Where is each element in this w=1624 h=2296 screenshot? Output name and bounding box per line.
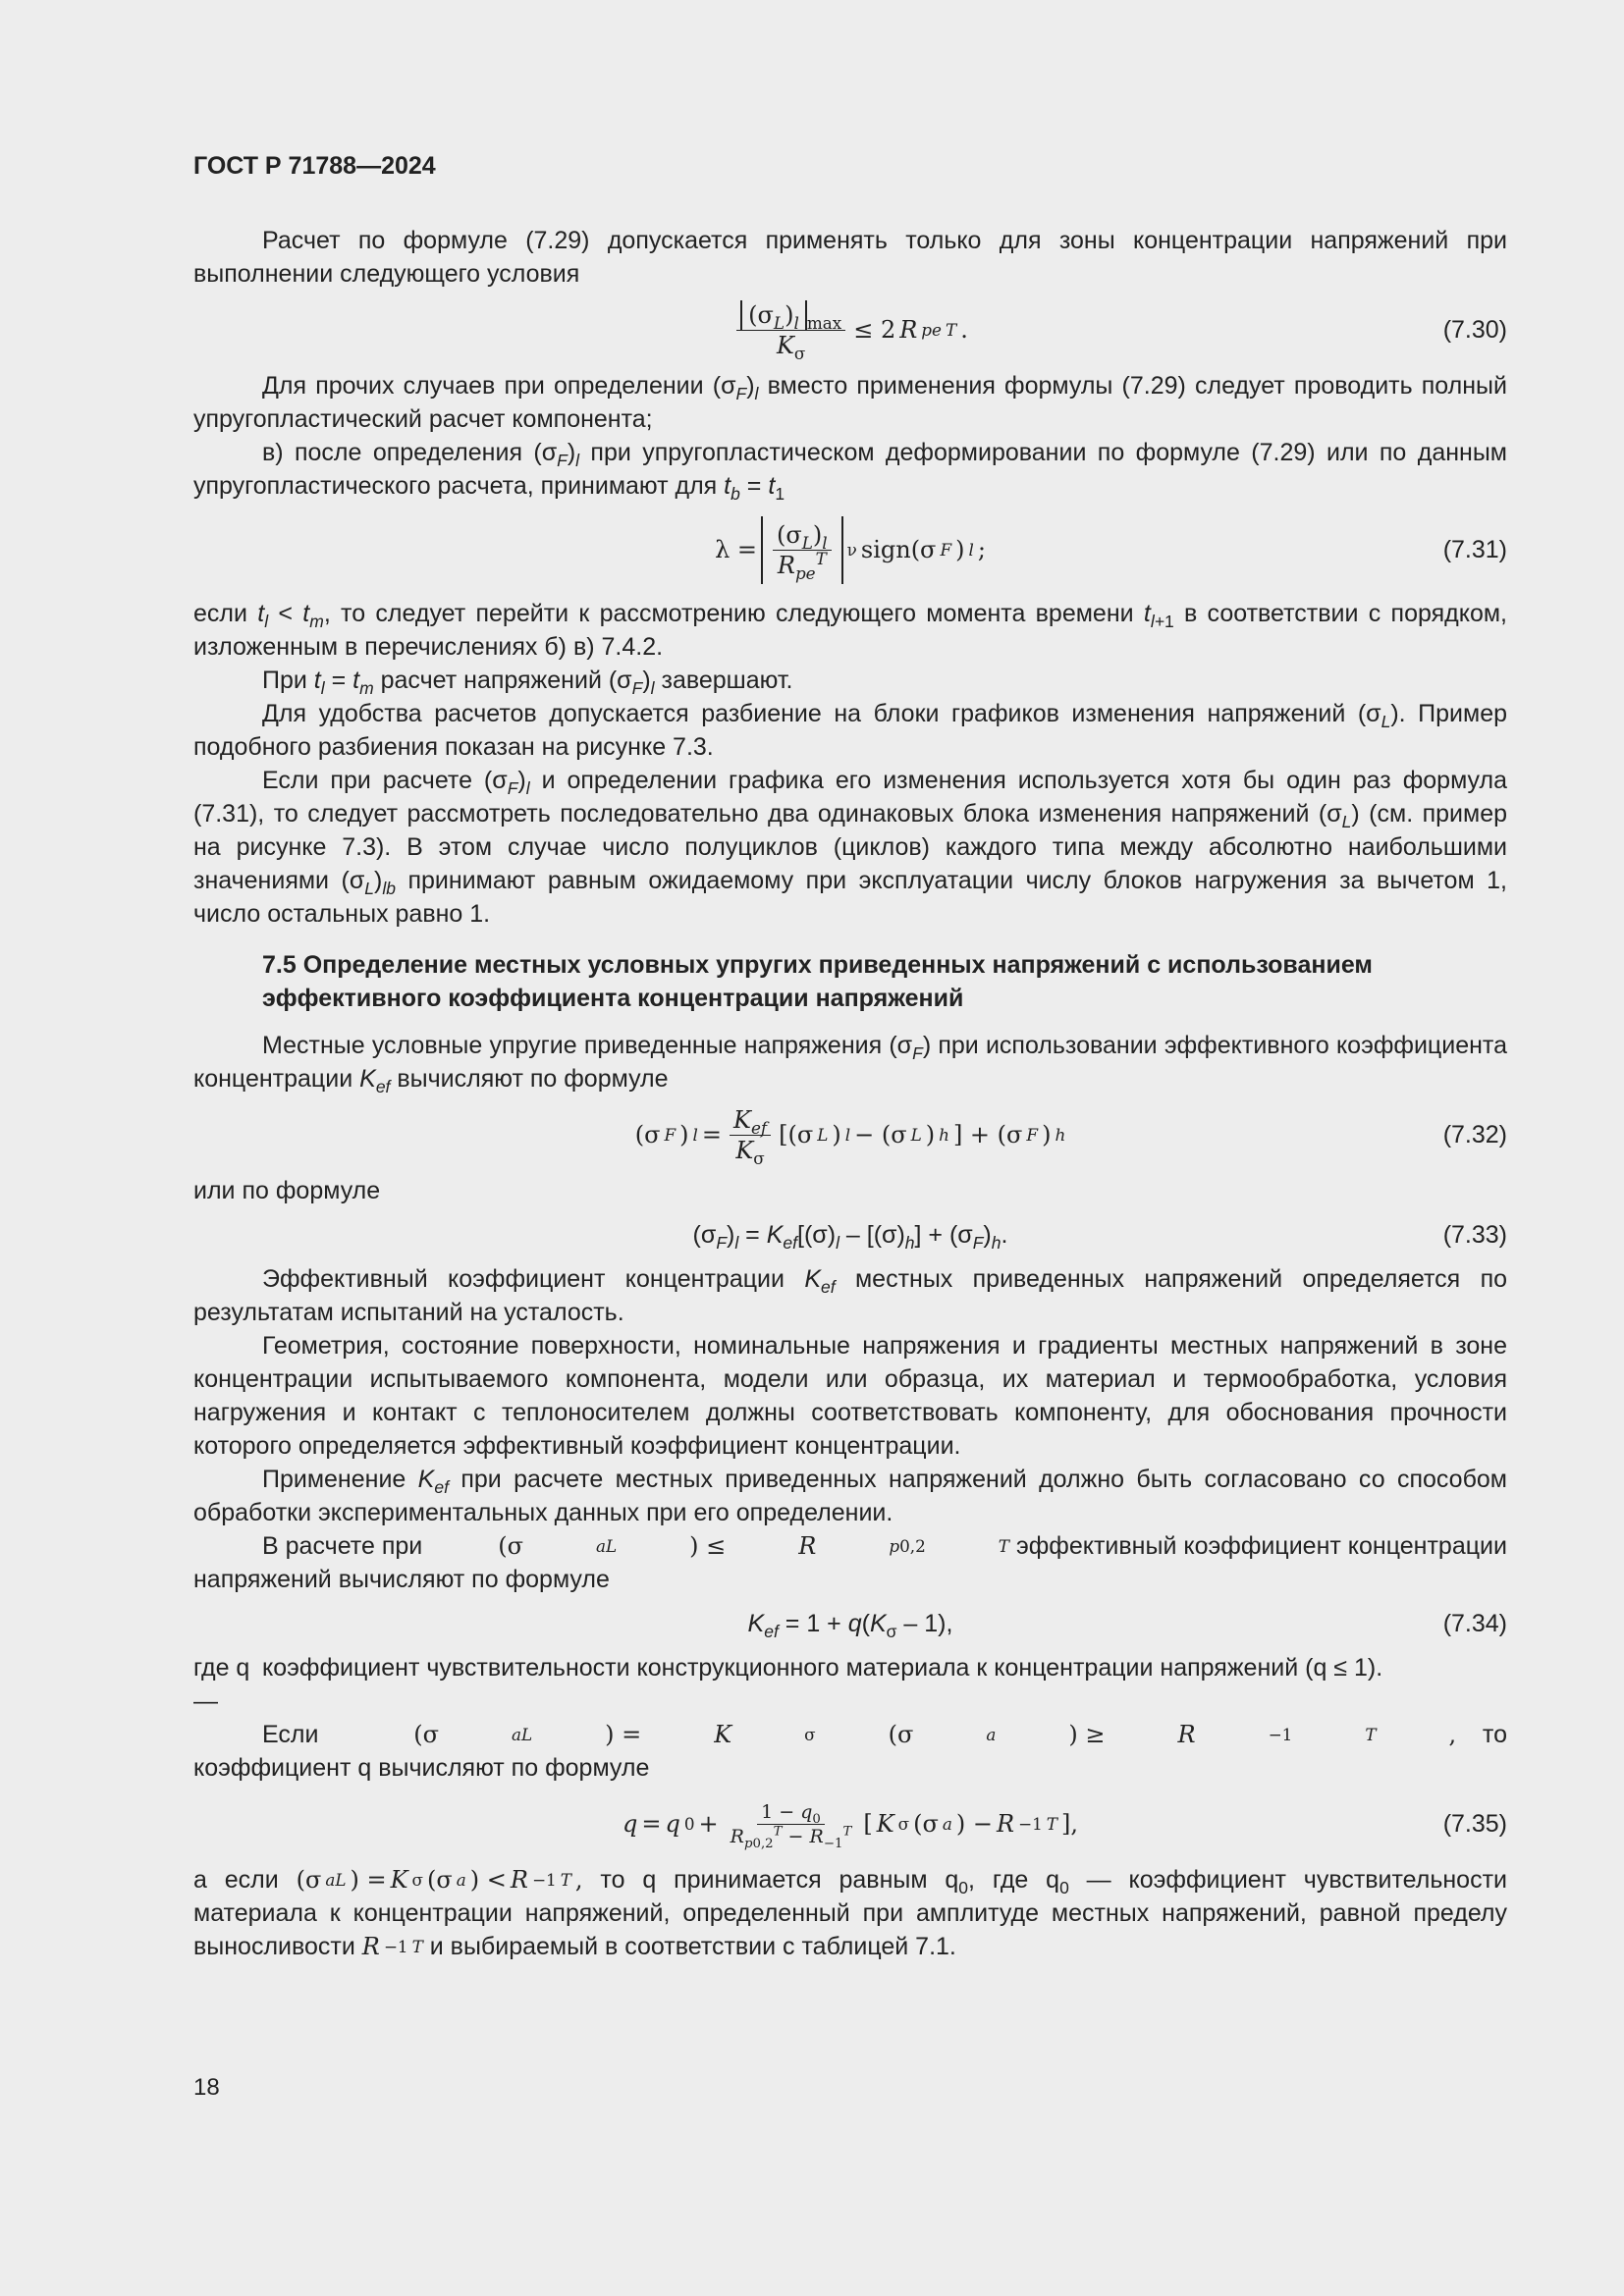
paragraph: Применение $K_{ef}$ при расчете местных приведенных напряжений должно быть согласовано со способом обработки экспериментальных данных при его определении. <box>193 1466 1507 1526</box>
formula: $\frac{(\sigma_L)_l _{max}}{K_\sigma}$ ≤ 2 R pe T . <box>732 300 968 360</box>
equation-number: (7.35) <box>1442 1810 1507 1838</box>
paragraph: При $t_l = t_m$ расчет напряжений $(\sigma_F)_l$ завершают. <box>262 667 793 698</box>
paragraph: Геометрия, состояние поверхности, номинальные напряжения и градиенты местных напряжений в зоне концентрации испытываемого компонента, модели или образца, их материал и термообработка, условия нагружения и контакт с теплоносителем должны соответствовать компоненту, для обоснования прочности которого определяется эффективный коэффициент концентрации. <box>193 1332 1507 1460</box>
paragraph: Расчет по формуле (7.29) допускается применять только для зоны концентрации напряжений при выполнении следующего условия <box>193 227 1507 288</box>
paragraph: в) после определения $(\sigma_F)_l$ при упругопластическом деформировании по формуле (7.29) или по данным упругопластического расчета, принимают для $t_b = t_1$ <box>193 439 1507 504</box>
equation-7-32 <box>193 1095 1507 1174</box>
equation-7-30 <box>193 291 1507 369</box>
paragraph: Местные условные упругие приведенные напряжения $(\sigma_F)$ при использовании эффективного коэффициента концентрации $K_{ef}$ вычисляют по формуле <box>193 1032 1508 1096</box>
formula: (σ F ) l = $\frac{K_{ef}}{K_\sigma}$ [(σ L ) l − (σ L ) h ] + (σ F ) h <box>634 1105 1066 1168</box>
formula: $(\sigma_F)_l = K_{ef}[(\sigma)_l - [(\sigma)_h] + (\sigma_F)_h$. <box>692 1221 1008 1253</box>
equation-7-35 <box>193 1785 1507 1863</box>
paragraph: Если (σ aL ) = K σ (σ a ) ≥ R −1 T , то коэффициент q вычисляют по формуле <box>193 1721 1507 1782</box>
page-number: 18 <box>193 2074 220 2101</box>
paragraph: или по формуле <box>193 1177 381 1204</box>
section-heading: 7.5 Определение местных условных упругих приведенных напряжений с использованием эффективного коэффициента концентрации напряжений <box>262 951 1373 1012</box>
equation-7-31 <box>193 503 1507 597</box>
paragraph: В расчете при (σ aL ) ≤ R p0,2 T эффективный коэффициент концентрации напряжений вычисляют по формуле <box>193 1532 1507 1593</box>
paragraph: Для удобства расчетов допускается разбиение на блоки графиков изменения напряжений $(\sigma_L)$. Пример подобного разбиения показан на рисунке 7.3. <box>193 700 1507 761</box>
where-key: где q — <box>193 1654 250 1715</box>
paragraph: а если (σ aL ) = K σ (σ a ) < R −1 T , то q принимается равным $q_0$, где $q_0$ — коэффициент чувствительности материала к концентрации напряжений, определенный при амплитуде местных напряжений, равной пределу выносливости R −1 T и выбираемый в соответствии с таблицей 7.1. <box>193 1866 1507 1960</box>
paragraph: Эффективный коэффициент концентрации $K_{ef}$ местных приведенных напряжений определяется по результатам испытаний на усталость. <box>193 1265 1508 1326</box>
equation-7-33 <box>193 1207 1507 1262</box>
formula: λ = $\frac{(\sigma_L)_l}{R_{pe}^T}$ ν sign(σ F ) l ; <box>715 516 986 584</box>
equation-number: (7.30) <box>1442 316 1507 344</box>
paragraph: Для прочих случаев при определении $(\sigma_F)_l$ вместо применения формулы (7.29) следует проводить полный упругопластический расчет компонента; <box>193 372 1507 433</box>
where-clause <box>193 1651 1507 1718</box>
document-header: ГОСТ Р 71788—2024 <box>193 152 436 180</box>
formula: q = q 0 + $\frac{1 - q_0}{R_{p0,2}^T - R_{-1}^T}$ [ K σ (σ a ) − R −1 T ], <box>623 1800 1078 1851</box>
equation-number: (7.34) <box>1442 1610 1507 1637</box>
paragraph: Если при расчете $(\sigma_F)_l$ и определении графика его изменения используется хотя бы один раз формула (7.31), то следует рассмотреть последовательно два одинаковых блока изменения напряжений $(\sigma_L)$ (см. пример на рисунке 7.3). В этом случае число полуциклов (циклов) каждого типа между абсолютно наибольшими значениями $(\sigma_L)_{lb}$ принимают равным ожидаемому при эксплуатации числу блоков нагружения за вычетом 1, число остальных равно 1. <box>193 767 1507 928</box>
equation-number: (7.33) <box>1442 1221 1507 1249</box>
paragraph: если $t_l < t_m$, то следует перейти к рассмотрению следующего момента времени $t_{l+1}$ в соответствии с порядком, изложенным в перечислениях б) в) 7.4.2. <box>193 600 1507 661</box>
formula: $K_{ef} = 1 + q(K_\sigma - 1)$, <box>747 1610 953 1641</box>
where-value: коэффициент чувствительности конструкционного материала к концентрации напряжений (q ≤ 1). <box>262 1654 1383 1682</box>
equation-7-34 <box>193 1596 1507 1651</box>
equation-number: (7.32) <box>1442 1121 1507 1148</box>
equation-number: (7.31) <box>1442 536 1507 563</box>
page-content <box>193 224 1507 1963</box>
